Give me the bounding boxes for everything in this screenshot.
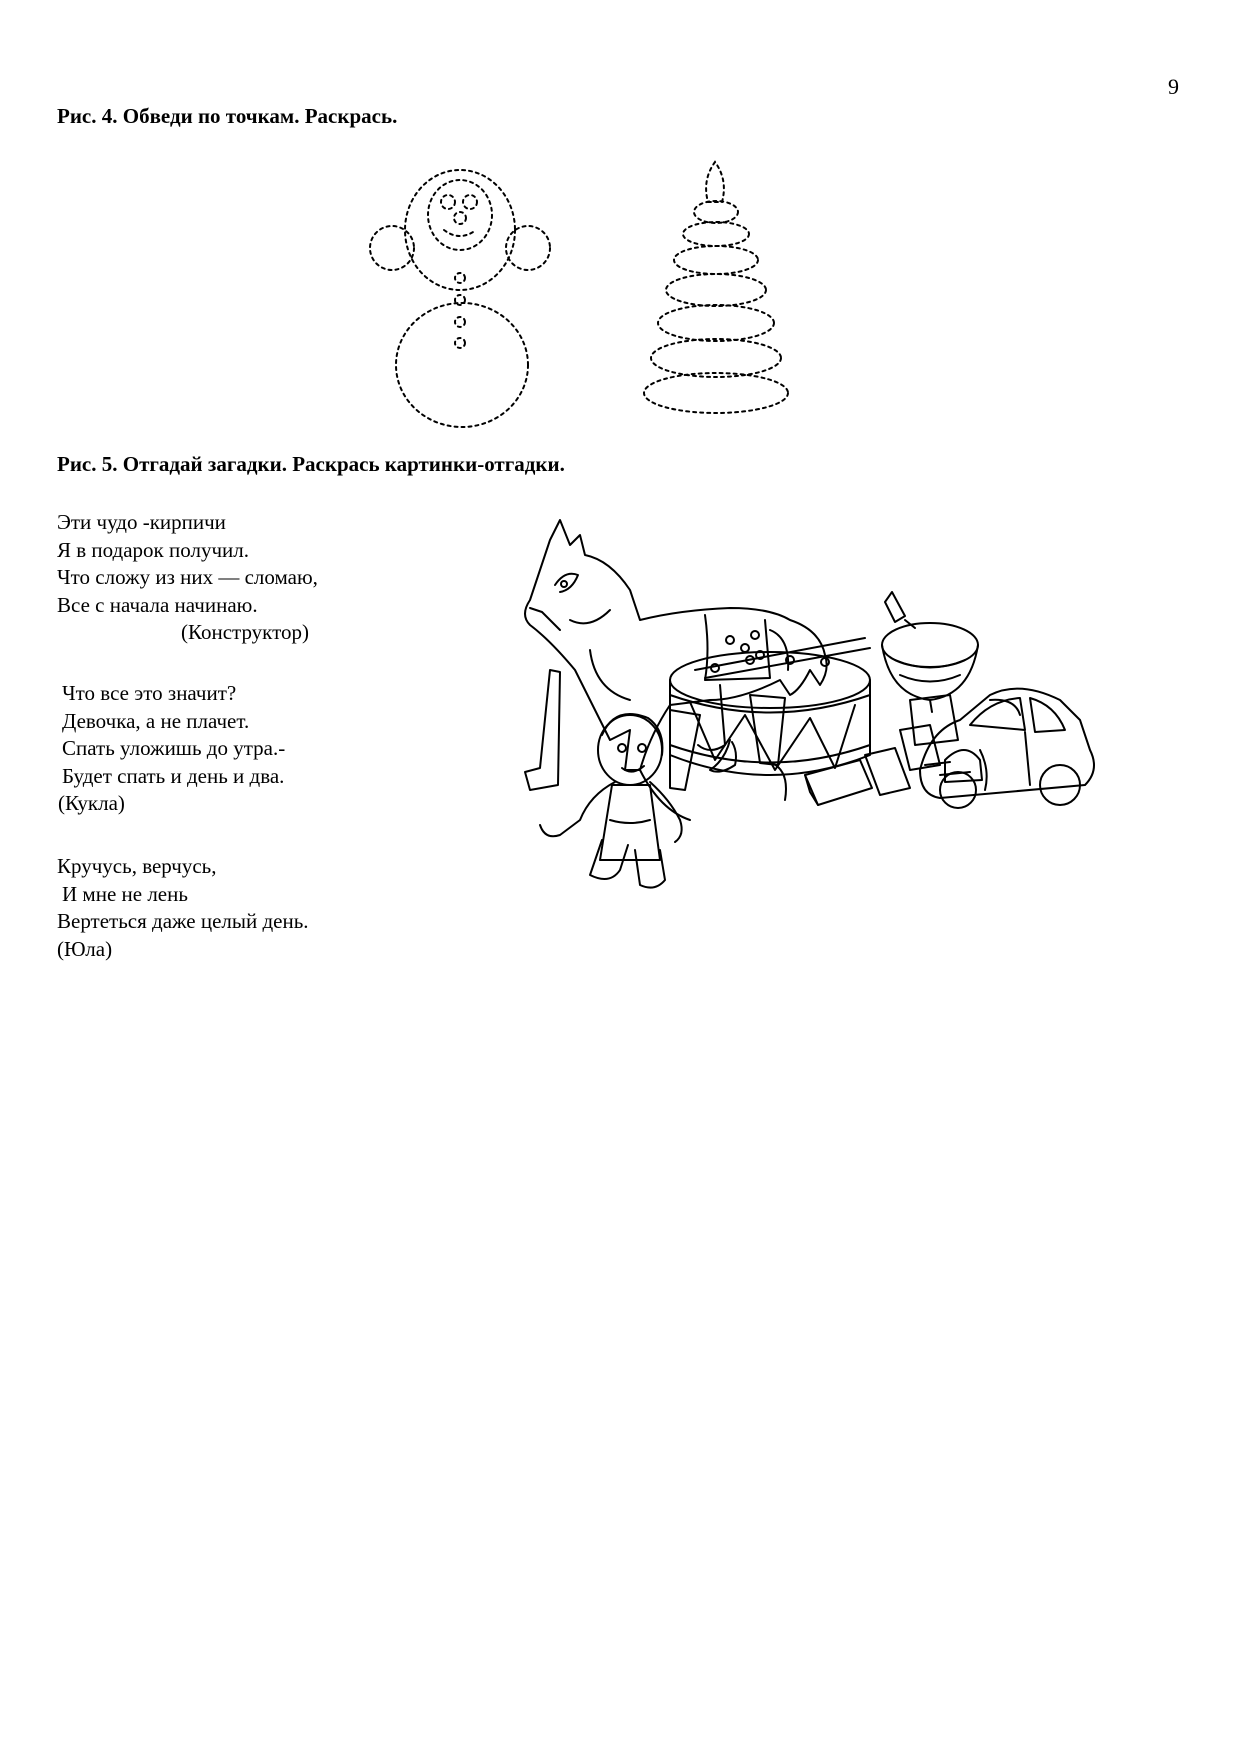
snowman-icon: [370, 170, 550, 427]
riddle-line: Спать уложишь до утра.-: [62, 736, 286, 760]
figure-4-heading: Рис. 4. Обведи по точкам. Раскрась.: [57, 104, 398, 128]
riddle-line: И мне не лень: [62, 881, 188, 906]
riddle-line: Что все это значит?: [62, 681, 237, 705]
riddle-line: Я в подарок получил.: [57, 537, 249, 562]
riddle-line: Эти чудо -кирпичи: [57, 510, 226, 534]
riddle-answer: (Юла): [57, 936, 113, 961]
riddle-line: Девочка, а не плачет.: [62, 708, 250, 733]
riddle-line: Вертеться даже целый день.: [57, 909, 309, 933]
riddle-constructor: [57, 509, 318, 647]
riddle-line: Все с начала начинаю.: [57, 592, 258, 617]
figure-5-heading: Рис. 5. Отгадай загадки. Раскрась картинки-отгадки.: [57, 452, 565, 476]
page-number: 9: [1168, 74, 1179, 99]
riddle-doll: [58, 680, 286, 818]
toy-car-icon: [920, 689, 1094, 808]
drum-icon: [670, 638, 870, 775]
riddle-line: Будет спать и день и два.: [62, 763, 285, 788]
toys-illustration: [520, 520, 1170, 920]
building-blocks-icon: [805, 695, 982, 805]
riddle-line: Что сложу из них — сломаю,: [57, 565, 318, 589]
figure-4-tracing-drawings: [370, 150, 810, 420]
riddle-answer: (Кукла): [58, 791, 125, 815]
riddle-answer: (Конструктор): [181, 620, 309, 644]
pyramid-toy-icon: [644, 162, 788, 413]
spinning-top-icon: [882, 592, 978, 712]
riddle-line: Кручусь, верчусь,: [57, 854, 217, 878]
riddle-spinning-top: [57, 853, 309, 963]
